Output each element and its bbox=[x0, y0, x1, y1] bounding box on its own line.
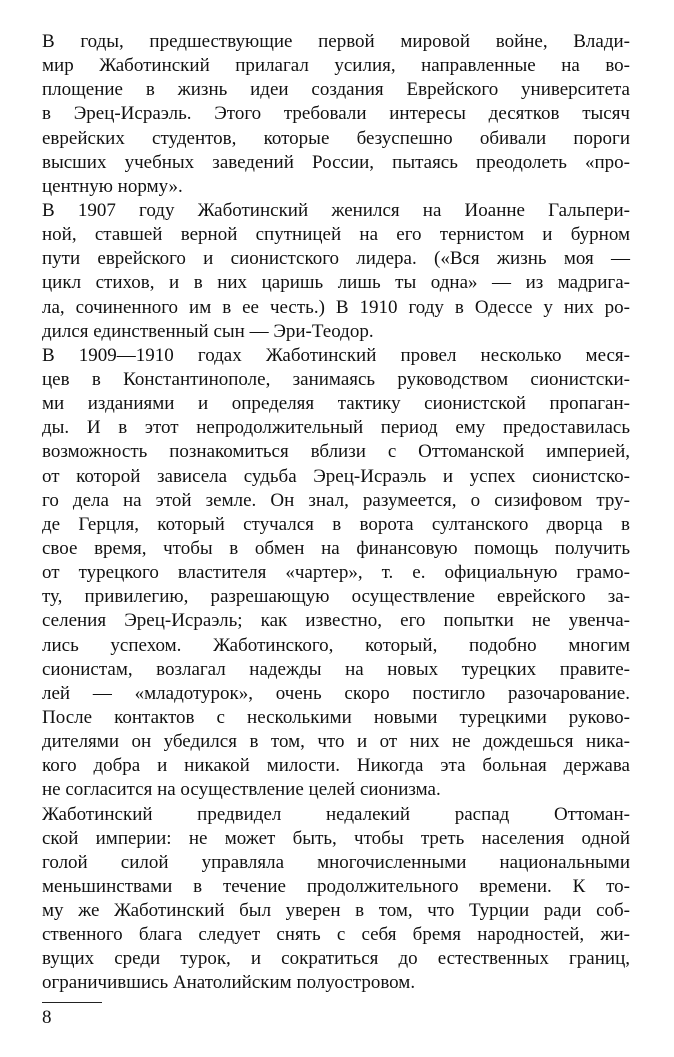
page-text bbox=[42, 30, 630, 996]
text-line: еврейских студентов, которые безуспешно обивали пороги bbox=[42, 127, 630, 149]
text-line: от которой зависела судьба Эрец-Исраэль и успех сионистско- bbox=[42, 465, 630, 487]
text-line: ды. И в этот непродолжительный период ему предоставилась bbox=[42, 417, 630, 439]
text-line: не согласится на осуществление целей сионизма. bbox=[42, 779, 441, 801]
text-line: вущих среди турок, и сократиться до естественных границ, bbox=[42, 948, 630, 970]
text-line: ограничившись Анатолийским полуостровом. bbox=[42, 972, 416, 994]
page-number: 8 bbox=[42, 1007, 52, 1028]
text-line: лись успехом. Жаботинского, который, подобно многим bbox=[42, 634, 630, 656]
text-line: селения Эрец-Исраэль; как известно, его попытки не увенча- bbox=[42, 610, 630, 632]
text-line: голой силой управляла многочисленными национальными bbox=[42, 851, 630, 873]
text-line: ной, ставшей верной спутницей на его тернистом и бурном bbox=[42, 224, 630, 246]
text-line: ту, привилегию, разрешающую осуществление еврейского за- bbox=[42, 586, 630, 608]
text-line: го дела на этой земле. Он знал, разумеется, о сизифовом тру- bbox=[42, 489, 630, 511]
text-line: ской империи: не может быть, чтобы треть населения одной bbox=[42, 827, 630, 849]
text-line: ми изданиями и определяя тактику сионистской пропаган- bbox=[42, 393, 630, 415]
text-line: возможность познакомиться вблизи с Оттоманской империей, bbox=[42, 441, 630, 463]
text-line: высших учебных заведений России, пытаясь преодолеть «про- bbox=[42, 151, 630, 173]
text-line: В 1907 году Жаботинский женился на Иоанне Гальпери- bbox=[42, 199, 630, 221]
text-line: В годы, предшествующие первой мировой войне, Влади- bbox=[42, 31, 630, 52]
paragraph-1 bbox=[42, 30, 630, 199]
text-line: от турецкого властителя «чартер», т. е. официальную грамо- bbox=[42, 562, 630, 584]
text-line: му же Жаботинский был уверен в том, что Турции ради соб- bbox=[42, 900, 630, 922]
text-line: В 1909—1910 годах Жаботинский провел несколько меся- bbox=[42, 344, 630, 366]
paragraph-4 bbox=[42, 803, 630, 996]
text-line: Жаботинский предвидел недалекий распад Оттоман- bbox=[42, 803, 630, 825]
text-line: площение в жизнь идеи создания Еврейского университета bbox=[42, 79, 630, 101]
text-line: дителями он убедился в том, что и от них не дождешься ника- bbox=[42, 731, 630, 753]
paragraph-3 bbox=[42, 344, 630, 803]
text-line: пути еврейского и сионистского лидера. («Вся жизнь моя — bbox=[42, 248, 630, 270]
text-line: После контактов с несколькими новыми турецкими руково- bbox=[42, 706, 630, 728]
text-line: меньшинствами в течение продолжительного времени. К то- bbox=[42, 875, 630, 897]
text-line: цев в Константинополе, занимаясь руководством сионистски- bbox=[42, 368, 630, 390]
text-line: в Эрец-Исраэль. Этого требовали интересы десятков тысяч bbox=[42, 103, 630, 125]
text-line: свое время, чтобы в обмен на финансовую помощь получить bbox=[42, 537, 630, 559]
text-line: цикл стихов, и в них царишь лишь ты одна» — из мадрига- bbox=[42, 272, 630, 294]
text-line: де Герцля, который стучался в ворота султанского дворца в bbox=[42, 513, 630, 535]
text-line: дился единственный сын — Эри-Теодор. bbox=[42, 320, 374, 342]
text-line: сионистам, возлагал надежды на новых турецких правите- bbox=[42, 658, 630, 680]
text-line: лей — «младотурок», очень скоро постигло разочарование. bbox=[42, 682, 630, 704]
text-line: центную норму». bbox=[42, 175, 183, 197]
text-line: кого добра и никакой милости. Никогда эта больная держава bbox=[42, 755, 630, 777]
text-line: ственного блага следует снять с себя бремя народностей, жи- bbox=[42, 924, 630, 946]
text-line: ла, сочиненного им в ее честь.) В 1910 году в Одессе у них ро- bbox=[42, 296, 630, 318]
text-line: мир Жаботинский прилагал усилия, направленные на во- bbox=[42, 55, 630, 77]
paragraph-2 bbox=[42, 199, 630, 344]
footnote-divider bbox=[42, 1002, 102, 1003]
